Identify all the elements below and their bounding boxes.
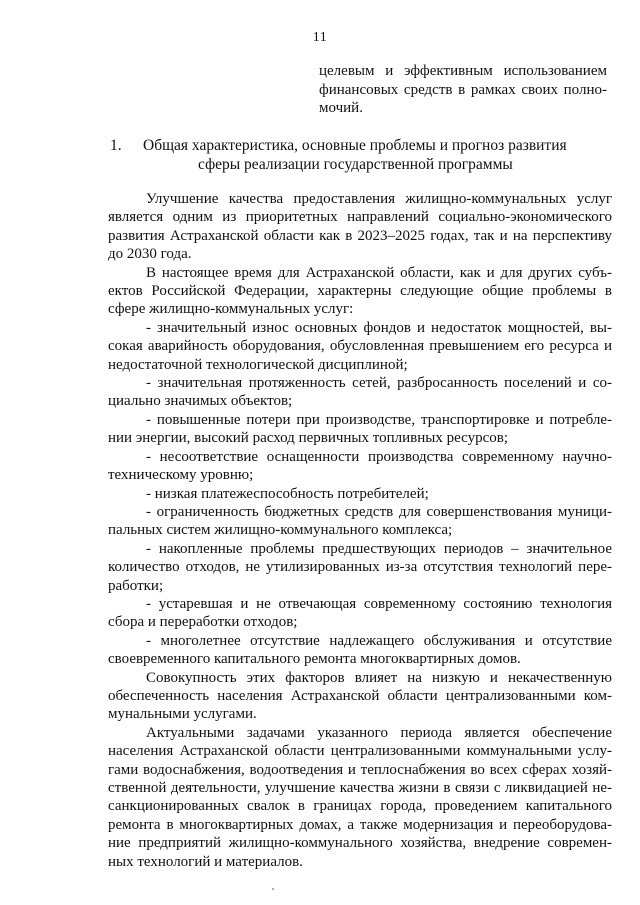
paragraph-problems-lead: В настоящее время для Астраханской области, как и для других субъ-ектов Российской Федерации, характерны следующие общие проблемы в сфере жилищно-коммунальных услуг: [108, 264, 612, 318]
paragraph-tasks: Актуальными задачами указанного периода является обеспечение населения Астраханской области централизованными коммунальными услу-гами водоснабжения, водоотведения и теплоснабжения во всех сферах хозяй-ственной деятельности, улучшение качества жизни в связи с ликвидацией не-санкционированных свалок в границах города, проведением капитального ремонта в многоквартирных домах, а также модернизация и переоборудова-ние предприятий жилищно-коммунального хозяйства, внедрение современ-ных технологий и материалов. [108, 724, 612, 870]
paragraph-intro: Улучшение качества предоставления жилищно-коммунальных услуг является одним из приоритетных направлений социально-экономического развития Астраханской области как в 2023–2025 годах, так и на перспективу до 2030 года. [108, 191, 612, 263]
list-item-problem: - несоответствие оснащенности производства современному научно-техническому уровню; [108, 448, 612, 484]
paragraph-summary: Совокупность этих факторов влияет на низкую и некачественную обеспеченность населения Астраханской области централизованными ком-мунальными услугами. [108, 669, 612, 723]
section-title-line-1: Общая характеристика, основные проблемы и прогноз развития [143, 137, 567, 154]
list-item-problem: - многолетнее отсутствие надлежащего обслуживания и отсутствие своевременного капитального ремонта многоквартирных домов. [108, 632, 612, 668]
page-number: 11 [312, 30, 328, 45]
scan-speck [272, 888, 274, 890]
list-item-problem: - значительная протяженность сетей, разбросанность поселений и со-циально значимых объектов; [108, 375, 612, 410]
list-item-problem: - низкая платежеспособность потребителей; [146, 485, 429, 502]
list-item-problem: - значительный износ основных фондов и недостаток мощностей, вы-сокая аварийность оборудования, обусловленная превышением его ресурса и недостаточной технологической дисциплиной; [108, 319, 612, 373]
section-title-line-2: сферы реализации государственной программы [198, 156, 513, 173]
list-item-problem: - повышенные потери при производстве, транспортировке и потребле-нии энергии, высокий расход первичных топливных ресурсов; [108, 411, 612, 447]
section-number: 1. [110, 137, 122, 154]
list-item-problem: - ограниченность бюджетных средств для совершенствования муници-пальных систем жилищно-коммунального комплекса; [108, 503, 612, 539]
list-item-problem: - устаревшая и не отвечающая современному состоянию технология сбора и переработки отходов; [108, 595, 612, 631]
previous-section-continuation: целевым и эффективным использованием финансовых средств в рамках своих полно-мочий. [319, 63, 607, 116]
list-item-problem: - накопленные проблемы предшествующих периодов – значительное количество отходов, не утилизированных из-за отсутствия технологий пере-работки; [108, 540, 612, 594]
body-text [108, 190, 612, 871]
